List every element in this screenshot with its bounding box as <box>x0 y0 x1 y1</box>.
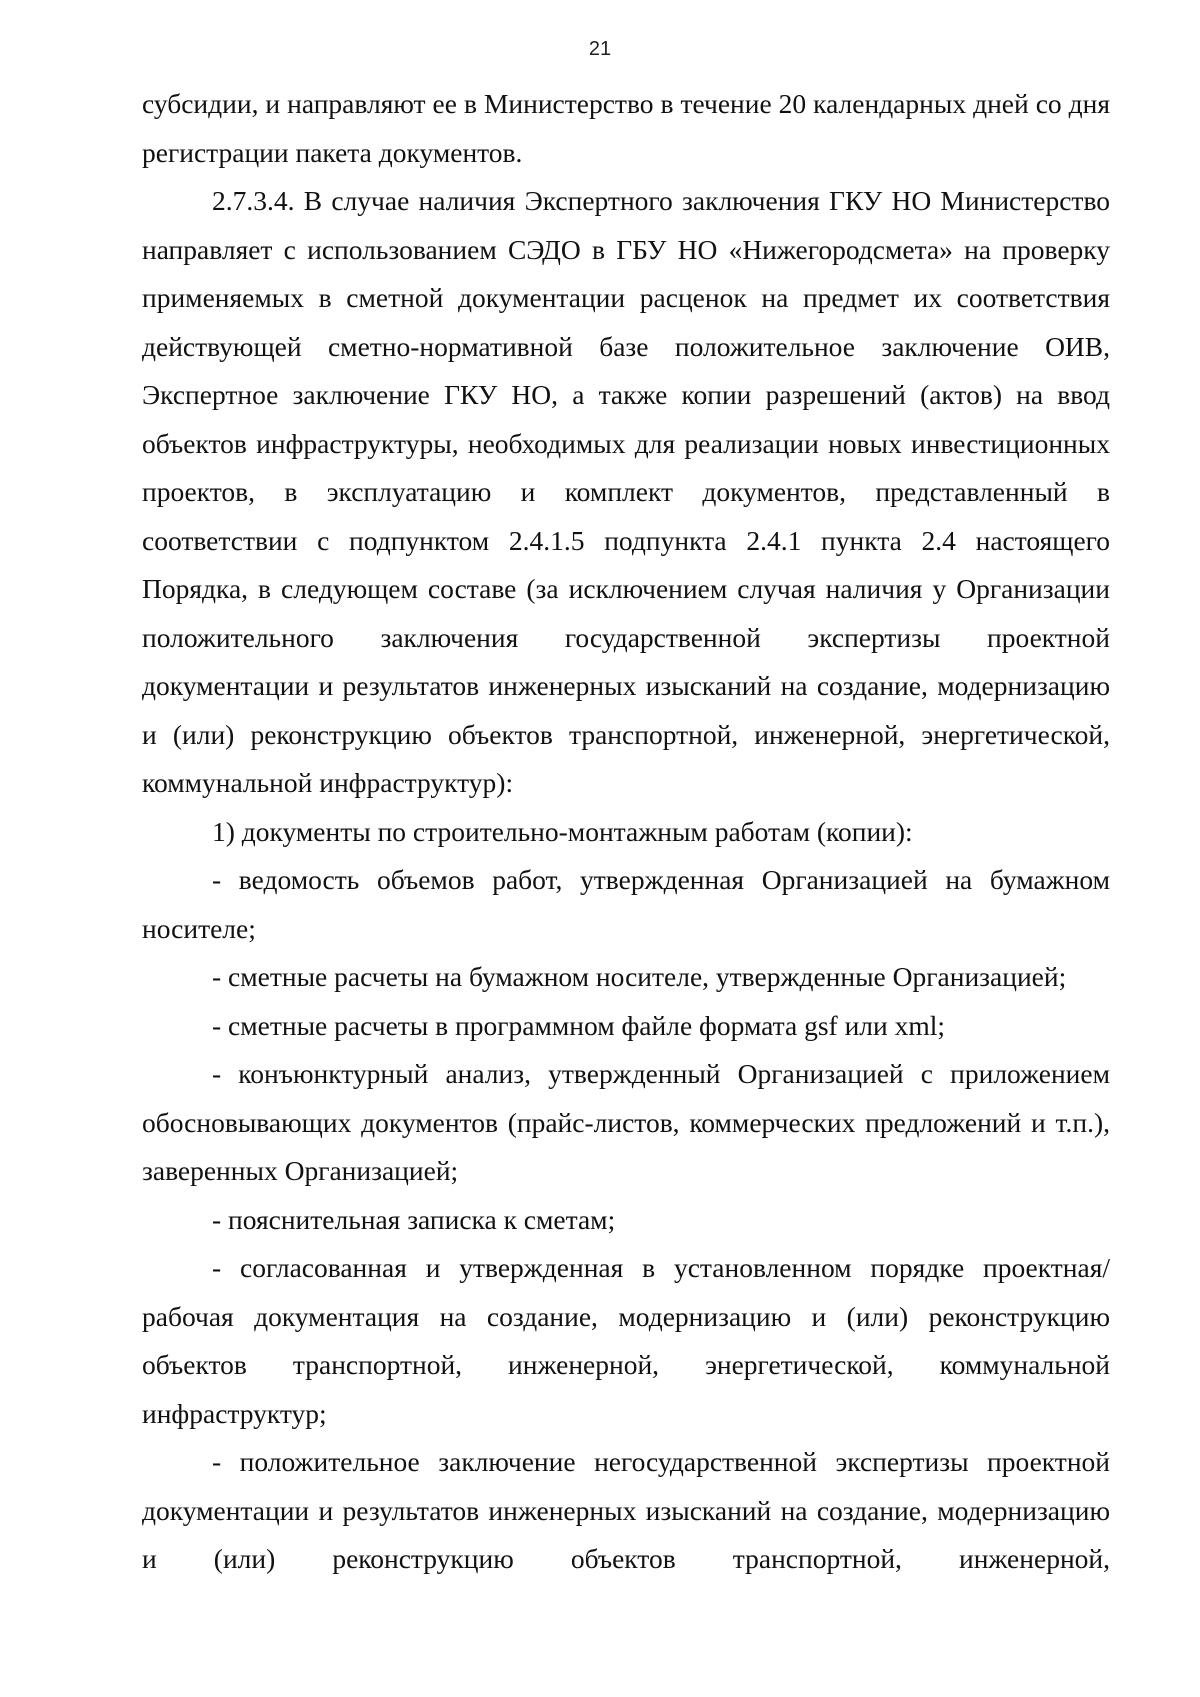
paragraph: - согласованная и утвержденная в установленном порядке проектная/рабочая документация на создание, модернизацию и (или) реконструкцию объектов транспортной, инженерной, энергетической, коммунальной инфраструктур; <box>142 1252 1110 1429</box>
paragraph: - пояснительная записка к сметам; <box>212 1203 616 1235</box>
page-number: 21 <box>588 38 612 60</box>
paragraph: - ведомость объемов работ, утвержденная Организацией на бумажном носителе; <box>142 864 1110 944</box>
paragraph: - положительное заключение негосударственной экспертизы проектной документации и результатов инженерных изысканий на создание, модернизацию и (или) реконструкцию объектов транспортной, инженерной, <box>142 1446 1110 1574</box>
paragraph: - сметные расчеты в программном файле формата gsf или xml; <box>212 1009 946 1041</box>
document-body <box>142 80 1110 1584</box>
paragraph: субсидии, и направляют ее в Министерство в течение 20 календарных дней со дня регистрации пакета документов. <box>142 88 1110 168</box>
paragraph: - сметные расчеты на бумажном носителе, утвержденные Организацией; <box>212 961 1067 992</box>
paragraph: 1) документы по строительно-монтажным работам (копии): <box>212 815 913 847</box>
paragraph: 2.7.3.4. В случае наличия Экспертного заключения ГКУ НО Министерство направляет с использованием СЭДО в ГБУ НО «Нижегородсмета» на проверку применяемых в сметной документации расценок на предмет их соответствия действующей сметно-нормативной базе положительное заключение ОИВ, Экспертное заключение ГКУ НО, а также копии разрешений (актов) на ввод объектов инфраструктуры, необходимых для реализации новых инвестиционных проектов, в эксплуатацию и комплект документов, представленный в соответствии с подпунктом 2.4.1.5 подпункта 2.4.1 пункта 2.4 настоящего Порядка, в следующем составе (за исключением случая наличия у Организации положительного заключения государственной экспертизы проектной документации и результатов инженерных изысканий на создание, модернизацию и (или) реконструкцию объектов транспортной, инженерной, энергетической, коммунальной инфраструктур): <box>142 185 1110 798</box>
paragraph: - конъюнктурный анализ, утвержденный Организацией с приложением обосновывающих документов (прайс-листов, коммерческих предложений и т.п.), заверенных Организацией; <box>142 1058 1110 1186</box>
